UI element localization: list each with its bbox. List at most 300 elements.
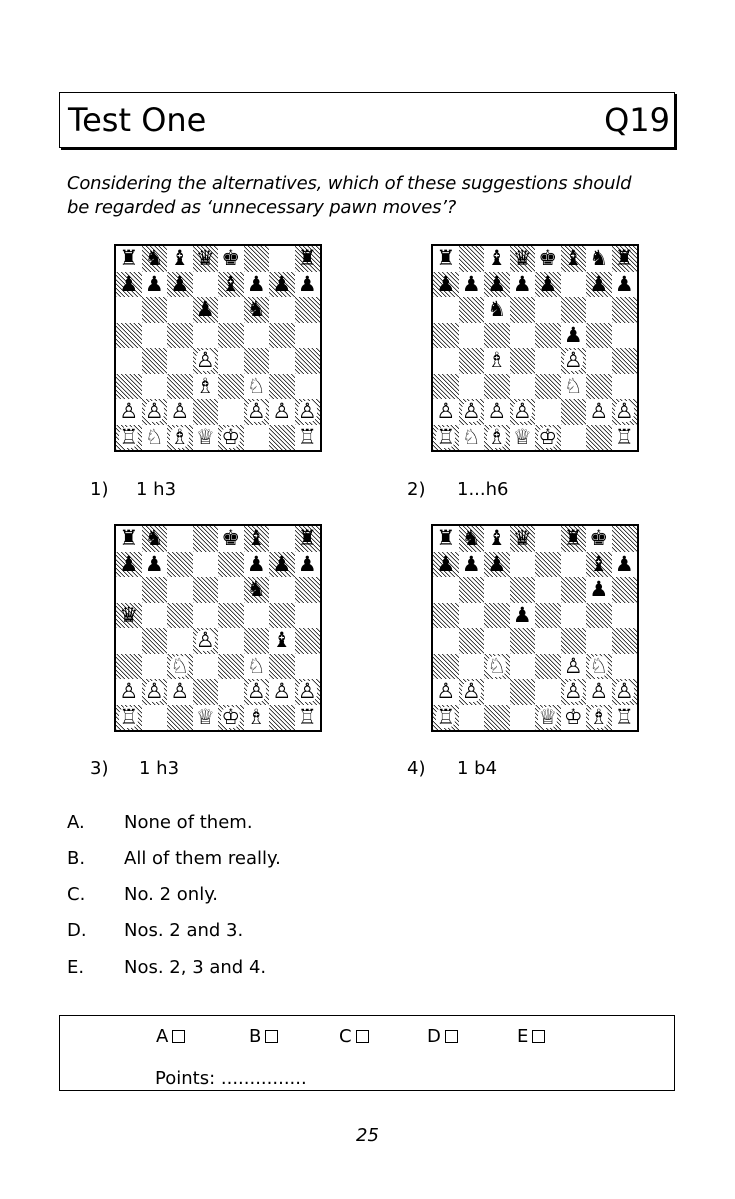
square-e6 [535,577,561,603]
answer-choice-e[interactable] [517,1026,545,1047]
square-b4 [142,628,168,654]
square-h7 [612,552,638,578]
square-g1 [269,705,295,731]
white-rook-icon: ♖ [436,424,456,449]
square-f8 [561,526,587,552]
square-b2 [142,679,168,705]
diagram-4-number: 4) [407,758,426,779]
white-bishop-icon: ♗ [246,704,266,729]
answer-d-checkbox[interactable] [445,1030,458,1043]
square-g4 [269,348,295,374]
square-g5 [586,323,612,349]
square-e8 [218,526,244,552]
square-e8 [535,246,561,272]
square-d2 [193,679,219,705]
square-c7 [167,552,193,578]
square-c8 [167,246,193,272]
square-e2 [218,399,244,425]
square-h5 [612,603,638,629]
black-bishop-icon: ♝ [487,246,507,271]
square-g2 [269,399,295,425]
title-box [59,92,675,148]
square-b8 [459,246,485,272]
black-king-icon: ♚ [221,526,241,551]
square-e1 [535,425,561,451]
white-pawn-icon: ♙ [144,399,164,424]
black-pawn-icon: ♟ [144,551,164,576]
question-text [67,172,677,220]
answer-box [59,1015,675,1091]
black-pawn-icon: ♟ [589,271,609,296]
square-e8 [535,526,561,552]
square-a1 [433,705,459,731]
white-bishop-icon: ♗ [589,704,609,729]
diagram-3-caption [90,758,179,779]
square-c1 [167,425,193,451]
square-g3 [586,654,612,680]
square-a5 [116,323,142,349]
square-f6 [244,577,270,603]
black-king-icon: ♚ [589,526,609,551]
square-b1 [459,425,485,451]
square-f2 [561,679,587,705]
square-c2 [484,399,510,425]
diagram-1-caption [90,479,176,500]
black-pawn-icon: ♟ [246,551,266,576]
white-bishop-icon: ♗ [195,373,215,398]
black-rook-icon: ♜ [614,246,634,271]
white-knight-icon: ♘ [487,653,507,678]
square-b5 [142,323,168,349]
square-h6 [295,577,321,603]
square-e7 [218,552,244,578]
square-b2 [459,399,485,425]
square-g8 [586,246,612,272]
square-h7 [295,552,321,578]
answer-c-checkbox[interactable] [356,1030,369,1043]
square-c6 [167,577,193,603]
square-f7 [244,272,270,298]
white-pawn-icon: ♙ [297,399,317,424]
option-a [67,812,253,833]
square-g6 [269,577,295,603]
square-d1 [510,705,536,731]
square-d4 [193,348,219,374]
black-bishop-icon: ♝ [221,271,241,296]
square-e1 [218,705,244,731]
square-b7 [459,272,485,298]
square-h8 [612,526,638,552]
square-f3 [561,374,587,400]
square-g6 [586,577,612,603]
square-f3 [561,654,587,680]
square-a3 [433,374,459,400]
option-b-text: All of them really. [124,848,281,869]
white-knight-icon: ♘ [589,653,609,678]
square-b3 [142,374,168,400]
white-pawn-icon: ♙ [589,679,609,704]
black-knight-icon: ♞ [144,526,164,551]
square-a4 [116,348,142,374]
square-e8 [218,246,244,272]
square-h1 [612,705,638,731]
square-g4 [269,628,295,654]
option-a-text: None of them. [124,812,253,833]
square-b2 [142,399,168,425]
square-c4 [167,628,193,654]
square-d5 [510,323,536,349]
black-knight-icon: ♞ [589,246,609,271]
square-g3 [269,374,295,400]
square-a2 [433,679,459,705]
option-c-letter: C. [67,884,86,905]
black-pawn-icon: ♟ [461,551,481,576]
square-g8 [269,526,295,552]
square-g7 [269,272,295,298]
square-e3 [535,374,561,400]
square-h5 [295,603,321,629]
question-id: Q19 [604,101,670,139]
square-d6 [193,577,219,603]
square-g3 [269,654,295,680]
square-a1 [433,425,459,451]
square-c5 [167,323,193,349]
white-pawn-icon: ♙ [563,679,583,704]
white-rook-icon: ♖ [297,424,317,449]
square-h7 [295,272,321,298]
option-d-text: Nos. 2 and 3. [124,920,244,941]
square-g3 [586,374,612,400]
square-d7 [193,552,219,578]
square-h6 [612,297,638,323]
diagram-3-number: 3) [90,758,109,779]
square-e4 [218,348,244,374]
square-g5 [269,603,295,629]
square-d6 [510,577,536,603]
square-e2 [218,679,244,705]
square-f5 [561,323,587,349]
square-d1 [193,705,219,731]
square-e4 [218,628,244,654]
option-a-letter: A. [67,812,85,833]
square-f5 [244,323,270,349]
square-a1 [116,705,142,731]
square-a2 [433,399,459,425]
white-king-icon: ♔ [221,704,241,729]
black-pawn-icon: ♟ [512,271,532,296]
black-bishop-icon: ♝ [246,526,266,551]
option-c-text: No. 2 only. [124,884,219,905]
white-pawn-icon: ♙ [297,679,317,704]
black-rook-icon: ♜ [436,526,456,551]
white-queen-icon: ♕ [512,424,532,449]
diagram-2-number: 2) [407,479,426,500]
black-bishop-icon: ♝ [563,246,583,271]
white-pawn-icon: ♙ [589,399,609,424]
square-a6 [433,577,459,603]
square-e7 [535,272,561,298]
black-pawn-icon: ♟ [614,551,634,576]
square-b4 [459,348,485,374]
answer-choice-d[interactable] [427,1026,458,1047]
white-pawn-icon: ♙ [563,653,583,678]
white-pawn-icon: ♙ [195,628,215,653]
black-pawn-icon: ♟ [436,271,456,296]
square-g8 [269,246,295,272]
square-e4 [535,348,561,374]
black-rook-icon: ♜ [563,526,583,551]
square-f1 [561,425,587,451]
square-b3 [459,374,485,400]
diagram-3-move: 1 h3 [139,758,180,779]
black-rook-icon: ♜ [119,246,139,271]
square-d7 [510,552,536,578]
square-b6 [142,297,168,323]
white-queen-icon: ♕ [195,424,215,449]
points-row [155,1068,307,1089]
square-d6 [193,297,219,323]
white-bishop-icon: ♗ [487,348,507,373]
answer-choice-a[interactable] [156,1026,185,1047]
points-field[interactable]: ............... [220,1068,307,1089]
square-f8 [244,246,270,272]
square-e2 [535,679,561,705]
answer-choice-c-label: C [339,1026,352,1047]
square-e2 [535,399,561,425]
square-c5 [167,603,193,629]
white-pawn-icon: ♙ [144,679,164,704]
answer-choice-c[interactable] [339,1026,369,1047]
square-g4 [586,348,612,374]
black-pawn-icon: ♟ [195,297,215,322]
black-pawn-icon: ♟ [170,271,190,296]
square-f4 [244,628,270,654]
square-g2 [586,399,612,425]
square-b5 [142,603,168,629]
answer-a-checkbox[interactable] [172,1030,185,1043]
black-king-icon: ♚ [221,246,241,271]
square-d2 [193,399,219,425]
square-b3 [142,654,168,680]
square-f7 [561,272,587,298]
square-d4 [193,628,219,654]
square-f5 [244,603,270,629]
square-d3 [193,374,219,400]
black-bishop-icon: ♝ [487,526,507,551]
square-g6 [586,297,612,323]
square-a3 [433,654,459,680]
white-pawn-icon: ♙ [119,679,139,704]
black-pawn-icon: ♟ [297,271,317,296]
white-bishop-icon: ♗ [170,424,190,449]
answer-choice-b-label: B [249,1026,262,1047]
white-pawn-icon: ♙ [170,679,190,704]
square-e5 [218,323,244,349]
square-f1 [561,705,587,731]
square-g7 [586,272,612,298]
square-c5 [484,603,510,629]
square-g1 [586,425,612,451]
square-d4 [510,348,536,374]
square-d3 [510,654,536,680]
square-b7 [142,552,168,578]
option-e-letter: E. [67,957,85,978]
black-pawn-icon: ♟ [144,271,164,296]
white-knight-icon: ♘ [461,424,481,449]
square-f1 [244,705,270,731]
square-b1 [142,425,168,451]
square-a4 [433,628,459,654]
square-c1 [484,705,510,731]
black-pawn-icon: ♟ [272,551,292,576]
square-e5 [218,603,244,629]
square-e1 [218,425,244,451]
square-a7 [433,272,459,298]
square-f2 [561,399,587,425]
square-h2 [295,679,321,705]
points-label: Points: [155,1068,216,1089]
option-b-letter: B. [67,848,86,869]
square-c3 [484,374,510,400]
square-b6 [459,577,485,603]
page-number: 25 [356,1125,379,1146]
black-pawn-icon: ♟ [436,551,456,576]
diagram-4-caption [407,758,497,779]
square-a6 [116,297,142,323]
square-f4 [561,348,587,374]
square-a7 [433,552,459,578]
square-a1 [116,425,142,451]
square-b8 [459,526,485,552]
black-pawn-icon: ♟ [272,271,292,296]
answer-b-checkbox[interactable] [265,1030,278,1043]
square-b1 [142,705,168,731]
square-a7 [116,552,142,578]
square-b3 [459,654,485,680]
square-g5 [269,323,295,349]
option-d [67,920,243,941]
answer-choice-d-label: D [427,1026,441,1047]
square-c8 [167,526,193,552]
square-g8 [586,526,612,552]
square-a3 [116,374,142,400]
black-pawn-icon: ♟ [512,602,532,627]
white-knight-icon: ♘ [563,373,583,398]
white-pawn-icon: ♙ [461,679,481,704]
square-c8 [484,246,510,272]
square-a2 [116,399,142,425]
question-line-2: be regarded as ‘unnecessary pawn moves’? [67,197,457,218]
square-c4 [484,348,510,374]
square-h4 [295,628,321,654]
square-f7 [561,552,587,578]
chess-diagram-3 [114,524,322,732]
white-knight-icon: ♘ [170,653,190,678]
white-queen-icon: ♕ [195,704,215,729]
square-d2 [510,679,536,705]
square-e5 [535,603,561,629]
diagram-2-move: 1...h6 [457,479,509,500]
black-pawn-icon: ♟ [297,551,317,576]
square-e6 [218,577,244,603]
white-rook-icon: ♖ [119,424,139,449]
square-f8 [244,526,270,552]
black-knight-icon: ♞ [461,526,481,551]
answer-choice-b[interactable] [249,1026,278,1047]
chess-diagram-4 [431,524,639,732]
black-knight-icon: ♞ [246,577,266,602]
square-g4 [586,628,612,654]
chess-diagram-2 [431,244,639,452]
square-h3 [295,654,321,680]
option-c [67,884,218,905]
square-g2 [586,679,612,705]
square-c7 [484,272,510,298]
square-h6 [295,297,321,323]
square-e3 [218,374,244,400]
square-b6 [459,297,485,323]
square-d8 [193,246,219,272]
question-line-1: Considering the alternatives, which of these suggestions should [67,173,632,194]
white-pawn-icon: ♙ [487,399,507,424]
diagram-4-move: 1 b4 [457,758,498,779]
square-g2 [269,679,295,705]
square-f1 [244,425,270,451]
square-b7 [142,272,168,298]
square-d1 [193,425,219,451]
white-queen-icon: ♕ [538,704,558,729]
square-g7 [269,552,295,578]
option-d-letter: D. [67,920,87,941]
square-e3 [218,654,244,680]
square-f4 [244,348,270,374]
square-e7 [218,272,244,298]
square-c3 [167,654,193,680]
white-king-icon: ♔ [538,424,558,449]
square-h1 [295,705,321,731]
white-king-icon: ♔ [221,424,241,449]
black-king-icon: ♚ [538,246,558,271]
answer-choice-e-label: E [517,1026,529,1047]
square-h5 [295,323,321,349]
black-pawn-icon: ♟ [461,271,481,296]
square-h7 [612,272,638,298]
white-pawn-icon: ♙ [436,679,456,704]
square-f4 [561,628,587,654]
white-knight-icon: ♘ [144,424,164,449]
square-h3 [612,374,638,400]
diagram-1-move: 1 h3 [136,479,177,500]
square-h2 [612,679,638,705]
white-rook-icon: ♖ [119,704,139,729]
square-d8 [510,526,536,552]
chess-diagram-1 [114,244,322,452]
square-c3 [167,374,193,400]
square-a2 [116,679,142,705]
square-a8 [116,246,142,272]
answer-e-checkbox[interactable] [532,1030,545,1043]
square-h3 [612,654,638,680]
square-d8 [193,526,219,552]
square-h5 [612,323,638,349]
square-f6 [561,577,587,603]
black-pawn-icon: ♟ [246,271,266,296]
black-pawn-icon: ♟ [119,551,139,576]
black-knight-icon: ♞ [487,297,507,322]
square-d3 [510,374,536,400]
square-d6 [510,297,536,323]
square-g1 [269,425,295,451]
